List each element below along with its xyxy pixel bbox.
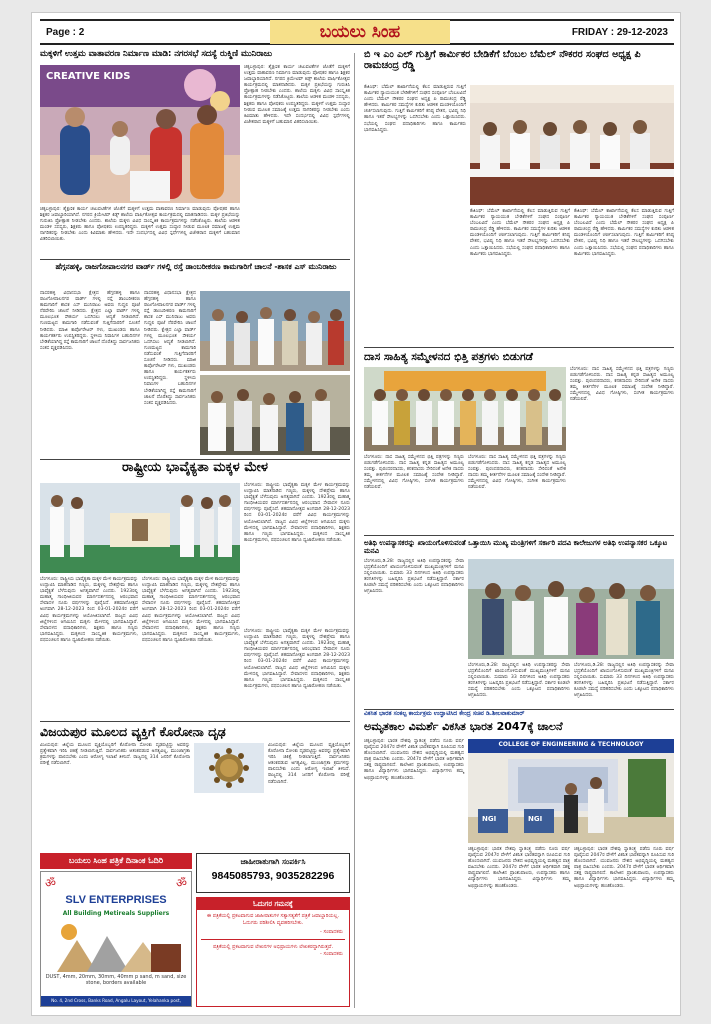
slv-name: SLV ENTERPRISES	[65, 894, 167, 906]
story8-kicker: ವಿಕಸಿತ ಭಾರತ ಸಂಕಲ್ಪ ಕಾರ್ಯಕ್ರಮ ಉದ್ಘಾಟಿಸಿದ ಕೇಂದ್ರ ಸಚಿವ ಡಿ.ಶೀಲವಾಕುಮಾರ್	[364, 710, 525, 717]
notice-signature-2: - ಸಂಪಾದಕರು	[320, 950, 343, 957]
story2-body: ದಾಸರಹಳ್ಳಿ ವಿಧಾನಸಭಾ ಕ್ಷೇತ್ರದ ಹೆಗ್ಗನಹಳ್ಳಿ ಹಾಗೂ ರಾಜಗೋಪಾಲನಗರ ವಾರ್ಡ್ ಗಳಲ್ಲಿ ರಸ್ತೆ ಡಾಂಬರೀಕರಣ ಕಾಮಗಾರಿಗೆ ಶಾಸಕ ಎಸ್ ಮುನಿರಾಜು ಅವರು ಗುದ್ದಲಿ ಪೂಜೆ ನೆರವೇರಿಸಿ ಚಾಲನೆ ನೀಡಿದರು. ಕ್ಷೇತ್ರದ ಎಲ್ಲಾ ವಾರ್ಡ್ ಗಳಲ್ಲಿ ಮೂಲಭೂತ ಸೌಕರ್ಯ ಒದಗಿಸಲು ಆದ್ಯತೆ ನೀಡಲಾಗಿದೆ. ಗುಣಮಟ್ಟದ ಕಾಮಗಾರಿ ನಡೆಸುವಂತೆ ಗುತ್ತಿಗೆದಾರರಿಗೆ ಸೂಚನೆ ನೀಡಿದರು. ಮಾಜಿ ಕಾರ್ಪೊರೇಟರ್ ಗಳು, ಮುಖಂಡರು ಹಾಗೂ ಕಾರ್ಯಕರ್ತರು ಉಪಸ್ಥಿತರಿದ್ದರು. ಸ್ಥಳೀಯ ನಿವಾಸಿಗಳ ಬಹುದಿನಗಳ ಬೇಡಿಕೆಯಾಗಿದ್ದ ರಸ್ತೆ ಕಾಮಗಾರಿಗೆ ಚಾಲನೆ ದೊರೆತಿದ್ದು ಸಾರ್ವಜನಿಕರು ಸಂತಸ ವ್ಯಕ್ತಪಡಿಸಿದರು.	[40, 291, 140, 351]
notice-body-2: ಪತ್ರಿಕೆಯಲ್ಲಿ ಪ್ರಕಟವಾಗುವ ಲೇಖನಗಳ ಅಭಿಪ್ರಾಯಗಳು ಲೇಖಕರದ್ದಾಗಿರುತ್ತವೆ.	[201, 939, 345, 951]
divider	[40, 259, 350, 260]
om-icon: ॐ	[176, 876, 187, 890]
building-materials-image	[47, 920, 185, 972]
story4-body-right: ವಿಜಯಪುರ: ಜಿಲ್ಲೆಯ ಮೂಲದ ವ್ಯಕ್ತಿಯೊಬ್ಬರಿಗೆ ಕೊರೋನಾ ಸೋಂಕು ದೃಢಪಟ್ಟಿದ್ದು ಅವರನ್ನು ಪ್ರತ್ಯೇಕವಾಗಿ ಇರಿಸಿ ಚಿಕಿತ್ಸೆ ನೀಡಲಾಗುತ್ತಿದೆ. ಸಾರ್ವಜನಿಕರು ಆತಂಕಪಡುವ ಅಗತ್ಯವಿಲ್ಲ, ಮುಂಜಾಗ್ರತಾ ಕ್ರಮಗಳನ್ನು ಪಾಲಿಸಬೇಕು ಎಂದು ಆರೋಗ್ಯ ಇಲಾಖೆ ತಿಳಿಸಿದೆ. ರಾಜ್ಯದಲ್ಲಿ 314 ಜನರಿಗೆ ಕೊರೋನಾ ಪರೀಕ್ಷೆ ನಡೆಸಲಾಗಿದೆ.	[268, 743, 350, 785]
divider	[40, 721, 350, 722]
story2-photo-bottom	[200, 375, 350, 455]
story3-body-col3: ಬೆಂಗಳೂರು: ರಾಷ್ಟ್ರೀಯ ಭಾವೈಕ್ಯತಾ ಮಕ್ಕಳ ಮೇಳ ಕಾರ್ಯಕ್ರಮವನ್ನು ಉದ್ಘಾಟಿಸಿ ಮಾತನಾಡಿದ ಗಣ್ಯರು, ಮಕ್ಕಳಲ್ಲಿ ದೇಶಪ್ರೇಮ ಹಾಗೂ ಭಾವೈಕ್ಯತೆ ಬೆಳೆಸುವುದು ಅಗತ್ಯವಾಗಿದೆ ಎಂದರು. 1923ರಲ್ಲಿ ಮಹಾತ್ಮ ಗಾಂಧೀಜಿಯವರ ಮಾರ್ಗದರ್ಶನದಲ್ಲಿ ಆರಂಭವಾದ ಸೇವಾದಳ ನೂರು ವರ್ಷಗಳನ್ನು ಪೂರೈಸಿದೆ. ಶತಮಾನೋತ್ಸವ ಅಂಗವಾಗಿ 28-12-2023 ರಿಂದ 03-01-2024ರ ವರೆಗೆ ವಿವಿಧ ಕಾರ್ಯಕ್ರಮಗಳನ್ನು ಆಯೋಜಿಸಲಾಗಿದೆ. ರಾಜ್ಯದ ವಿವಿಧ ಜಿಲ್ಲೆಗಳಿಂದ ಆಗಮಿಸಿದ ಮಕ್ಕಳು ಮೇಳದಲ್ಲಿ ಭಾಗವಹಿಸಿದ್ದಾರೆ. ಸೇವಾದಳದ ಪದಾಧಿಕಾರಿಗಳು, ಶಿಕ್ಷಕರು ಹಾಗೂ ಗಣ್ಯರು ಭಾಗವಹಿಸಿದ್ದರು. ಮಕ್ಕಳಿಂದ ಸಾಂಸ್ಕೃತಿಕ ಕಾರ್ಯಕ್ರಮಗಳು, ಪಥಸಂಚಲನ ಹಾಗೂ ಧ್ವಜಾರೋಹಣ ನಡೆಯಿತು.	[244, 629, 350, 689]
newspaper-page	[31, 12, 681, 1016]
ngi-logo-2: NGI	[528, 815, 543, 823]
contact-phone: 9845085793, 9035282296	[211, 870, 335, 882]
story7-body-col2: ಬೆಂಗಳೂರು,ಡಿ.28: ರಾಜ್ಯದಲ್ಲಿನ ಅತಿಥಿ ಉಪನ್ಯಾಸಕರನ್ನು ಸೇವಾ ಭದ್ರತೆಯೊಂದಿಗೆ ಖಾಯಂಗೊಳಿಸುವಂತೆ ಮುಖ್ಯಮಂತ್ರಿಗಳಿಗೆ ಮನವಿ ಸಲ್ಲಿಸಲಾಯಿತು. ಸುಮಾರು 33 ದಿನಗಳಿಂದ ಅತಿಥಿ ಉಪನ್ಯಾಸಕರು ತರಗತಿಗಳನ್ನು ಬಹಿಷ್ಕರಿಸಿ ಪ್ರತಿಭಟನೆ ನಡೆಸುತ್ತಿದ್ದಾರೆ. ಸರ್ಕಾರ ಕೂಡಲೇ ಸಮಸ್ಯೆ ಪರಿಹರಿಸಬೇಕು ಎಂದು ಒಕ್ಕೂಟದ ಪದಾಧಿಕಾರಿಗಳು ಆಗ್ರಹಿಸಿದರು.	[468, 663, 570, 699]
story3-body-right: ಬೆಂಗಳೂರು: ರಾಷ್ಟ್ರೀಯ ಭಾವೈಕ್ಯತಾ ಮಕ್ಕಳ ಮೇಳ ಕಾರ್ಯಕ್ರಮವನ್ನು ಉದ್ಘಾಟಿಸಿ ಮಾತನಾಡಿದ ಗಣ್ಯರು, ಮಕ್ಕಳಲ್ಲಿ ದೇಶಪ್ರೇಮ ಹಾಗೂ ಭಾವೈಕ್ಯತೆ ಬೆಳೆಸುವುದು ಅಗತ್ಯವಾಗಿದೆ ಎಂದರು. 1923ರಲ್ಲಿ ಮಹಾತ್ಮ ಗಾಂಧೀಜಿಯವರ ಮಾರ್ಗದರ್ಶನದಲ್ಲಿ ಆರಂಭವಾದ ಸೇವಾದಳ ನೂರು ವರ್ಷಗಳನ್ನು ಪೂರೈಸಿದೆ. ಶತಮಾನೋತ್ಸವ ಅಂಗವಾಗಿ 28-12-2023 ರಿಂದ 03-01-2024ರ ವರೆಗೆ ವಿವಿಧ ಕಾರ್ಯಕ್ರಮಗಳನ್ನು ಆಯೋಜಿಸಲಾಗಿದೆ. ರಾಜ್ಯದ ವಿವಿಧ ಜಿಲ್ಲೆಗಳಿಂದ ಆಗಮಿಸಿದ ಮಕ್ಕಳು ಮೇಳದಲ್ಲಿ ಭಾಗವಹಿಸಿದ್ದಾರೆ. ಸೇವಾದಳದ ಪದಾಧಿಕಾರಿಗಳು, ಶಿಕ್ಷಕರು ಹಾಗೂ ಗಣ್ಯರು ಭಾಗವಹಿಸಿದ್ದರು. ಮಕ್ಕಳಿಂದ ಸಾಂಸ್ಕೃತಿಕ ಕಾರ್ಯಕ್ರಮಗಳು, ಪಥಸಂಚಲನ ಹಾಗೂ ಧ್ವಜಾರೋಹಣ ನಡೆಯಿತು.	[244, 483, 350, 543]
page-number: Page : 2	[46, 26, 85, 38]
slv-items: DUST, 4mm, 20mm, 30mm, 40mm p sand, m sand, size stone, borders available	[45, 974, 187, 986]
story6-body-col2: ಬೆಂಗಳೂರು: ದಾಸ ಸಾಹಿತ್ಯ ಸಮ್ಮೇಳನದ ಭಿತ್ತಿ ಪತ್ರಗಳನ್ನು ಗಣ್ಯರು ಬಿಡುಗಡೆಗೊಳಿಸಿದರು. ದಾಸ ಸಾಹಿತ್ಯ ಕನ್ನಡ ಸಾಹಿತ್ಯದ ಅಮೂಲ್ಯ ಸಂಪತ್ತು. ಪುರಂದರದಾಸರು, ಕನಕದಾಸರು ಸೇರಿದಂತೆ ಅನೇಕ ದಾಸರು ತಮ್ಮ ಕೀರ್ತನೆಗಳ ಮೂಲಕ ಸಮಾಜಕ್ಕೆ ಸಂದೇಶ ನೀಡಿದ್ದಾರೆ. ಸಮ್ಮೇಳನದಲ್ಲಿ ವಿವಿಧ ಗೋಷ್ಠಿಗಳು, ಸಂಗೀತ ಕಾರ್ಯಕ್ರಮಗಳು ನಡೆಯಲಿವೆ.	[468, 455, 566, 491]
ngi-logo: NGI	[482, 815, 497, 823]
advertising-contact-box	[196, 853, 350, 893]
masthead	[40, 19, 674, 45]
story4-photo	[194, 743, 264, 793]
column-divider	[354, 53, 355, 1008]
story3-headline: ರಾಷ್ಟ್ರೀಯ ಭಾವೈಕ್ಯತಾ ಮಕ್ಕಳ ಮೇಳ	[122, 460, 268, 475]
story8-body-col3: ಚಿಕ್ಕಬಳ್ಳಾಪುರ: ಭಾರತ ದೇಶವು ಸ್ವಾತಂತ್ರ್ಯ ಪಡೆದು ನೂರು ವರ್ಷ ಪೂರೈಸುವ 2047ರ ವೇಳೆಗೆ ವಿಕಸಿತ ಭಾರತವನ್ನಾಗಿ ರೂಪಿಸುವ ಗುರಿ ಹೊಂದಲಾಗಿದೆ. ಯುವಜನರು ದೇಶದ ಅಭಿವೃದ್ಧಿಯಲ್ಲಿ ಮಹತ್ವದ ಪಾತ್ರ ವಹಿಸಬೇಕು ಎಂದರು. 2047ರ ವೇಳೆಗೆ ಭಾರತ ಆರ್ಥಿಕವಾಗಿ ಸಶಕ್ತ ರಾಷ್ಟ್ರವಾಗಲಿದೆ. ಕಾಲೇಜಿನ ಪ್ರಾಂಶುಪಾಲರು, ಉಪನ್ಯಾಸಕರು ಹಾಗೂ ವಿದ್ಯಾರ್ಥಿಗಳು ಭಾಗವಹಿಸಿದ್ದರು. ವಿದ್ಯಾರ್ಥಿಗಳು ತಮ್ಮ ಅಭಿಪ್ರಾಯಗಳನ್ನು ಹಂಚಿಕೊಂಡರು.	[574, 847, 674, 889]
story5-body-col2: ಕೆಜಿಎಫ್: ಬೆಮೆಲ್ ಕಾರ್ಖಾನೆಯಲ್ಲಿ ಕೆಲಸ ಮಾಡುತ್ತಿರುವ ಗುತ್ತಿಗೆ ಕಾರ್ಮಿಕರ ನ್ಯಾಯಯುತ ಬೇಡಿಕೆಗಳಿಗೆ ಸಂಘದ ಸಂಪೂರ್ಣ ಬೆಂಬಲವಿದೆ ಎಂದು ಬೆಮೆಲ್ ನೌಕರರ ಸಂಘದ ಅಧ್ಯಕ್ಷ ಪಿ ರಾಮಚಂದ್ರ ರೆಡ್ಡಿ ಹೇಳಿದರು. ಕಾರ್ಮಿಕರ ಸಮಸ್ಯೆಗಳ ಕುರಿತು ಆಡಳಿತ ಮಂಡಳಿಯೊಂದಿಗೆ ಚರ್ಚಿಸಲಾಗುವುದು. ಗುತ್ತಿಗೆ ಕಾರ್ಮಿಕರಿಗೆ ಕನಿಷ್ಠ ವೇತನ, ಭವಿಷ್ಯ ನಿಧಿ ಹಾಗೂ ಇತರೆ ಸೌಲಭ್ಯಗಳನ್ನು ಒದಗಿಸಬೇಕು ಎಂದು ಒತ್ತಾಯಿಸಿದರು. ಸಭೆಯಲ್ಲಿ ಸಂಘದ ಪದಾಧಿಕಾರಿಗಳು ಹಾಗೂ ಕಾರ್ಮಿಕರು ಭಾಗವಹಿಸಿದ್ದರು.	[470, 209, 570, 257]
subscription-banner: ಬಯಲು ಸಿಂಹ ಪತ್ರಿಕೆ ದಿನಾಂಕ ಓದಿರಿ	[40, 853, 192, 869]
story5-headline: ಬಿ ಇ ಎಂ ಎಲ್ ಗುತ್ತಿಗೆ ಕಾರ್ಮಿಕರ ಬೇಡಿಕೆಗೆ ಬೆಂಬಲ ಬೆಮೆಲ್ ನೌಕರರ ಸಂಘದ ಅಧ್ಯಕ್ಷ ಪಿ ರಾಮಚಂದ್ರ ರೆಡ್ಡಿ	[364, 49, 641, 72]
ad-header-row	[41, 872, 191, 890]
slv-tagline: All Building Metireals Suppliers	[62, 910, 170, 917]
contact-title: ಜಾಹೀರಾತುಗಾಗಿ ಸಂಪರ್ಕಿಸಿ	[240, 857, 306, 866]
story2-body-col2: ದಾಸರಹಳ್ಳಿ ವಿಧಾನಸಭಾ ಕ್ಷೇತ್ರದ ಹೆಗ್ಗನಹಳ್ಳಿ ಹಾಗೂ ರಾಜಗೋಪಾಲನಗರ ವಾರ್ಡ್ ಗಳಲ್ಲಿ ರಸ್ತೆ ಡಾಂಬರೀಕರಣ ಕಾಮಗಾರಿಗೆ ಶಾಸಕ ಎಸ್ ಮುನಿರಾಜು ಅವರು ಗುದ್ದಲಿ ಪೂಜೆ ನೆರವೇರಿಸಿ ಚಾಲನೆ ನೀಡಿದರು. ಕ್ಷೇತ್ರದ ಎಲ್ಲಾ ವಾರ್ಡ್ ಗಳಲ್ಲಿ ಮೂಲಭೂತ ಸೌಕರ್ಯ ಒದಗಿಸಲು ಆದ್ಯತೆ ನೀಡಲಾಗಿದೆ. ಗುಣಮಟ್ಟದ ಕಾಮಗಾರಿ ನಡೆಸುವಂತೆ ಗುತ್ತಿಗೆದಾರರಿಗೆ ಸೂಚನೆ ನೀಡಿದರು. ಮಾಜಿ ಕಾರ್ಪೊರೇಟರ್ ಗಳು, ಮುಖಂಡರು ಹಾಗೂ ಕಾರ್ಯಕರ್ತರು ಉಪಸ್ಥಿತರಿದ್ದರು. ಸ್ಥಳೀಯ ನಿವಾಸಿಗಳ ಬಹುದಿನಗಳ ಬೇಡಿಕೆಯಾಗಿದ್ದ ರಸ್ತೆ ಕಾಮಗಾರಿಗೆ ಚಾಲನೆ ದೊರೆತಿದ್ದು ಸಾರ್ವಜನಿಕರು ಸಂತಸ ವ್ಯಕ್ತಪಡಿಸಿದರು.	[144, 291, 196, 406]
story1-photo-banner: CREATIVE KIDS	[46, 71, 131, 82]
story5-photo	[470, 85, 674, 205]
story2-photo-top	[200, 291, 350, 371]
story7-body-col3: ಬೆಂಗಳೂರು,ಡಿ.28: ರಾಜ್ಯದಲ್ಲಿನ ಅತಿಥಿ ಉಪನ್ಯಾಸಕರನ್ನು ಸೇವಾ ಭದ್ರತೆಯೊಂದಿಗೆ ಖಾಯಂಗೊಳಿಸುವಂತೆ ಮುಖ್ಯಮಂತ್ರಿಗಳಿಗೆ ಮನವಿ ಸಲ್ಲಿಸಲಾಯಿತು. ಸುಮಾರು 33 ದಿನಗಳಿಂದ ಅತಿಥಿ ಉಪನ್ಯಾಸಕರು ತರಗತಿಗಳನ್ನು ಬಹಿಷ್ಕರಿಸಿ ಪ್ರತಿಭಟನೆ ನಡೆಸುತ್ತಿದ್ದಾರೆ. ಸರ್ಕಾರ ಕೂಡಲೇ ಸಮಸ್ಯೆ ಪರಿಹರಿಸಬೇಕು ಎಂದು ಒಕ್ಕೂಟದ ಪದಾಧಿಕಾರಿಗಳು ಆಗ್ರಹಿಸಿದರು.	[574, 663, 674, 699]
story6-headline: ದಾಸ ಸಾಹಿತ್ಯ ಸಮ್ಮೇಳನದ ಭಿತ್ತಿ ಪತ್ರಗಳು ಬಿಡುಗಡೆ	[364, 351, 533, 363]
story1-headline: ಮಕ್ಕಳಿಗೆ ಉತ್ತಮ ವಾತಾವರಣ ನಿರ್ಮಾಣ ಮಾಡಿ: ನಗರಸಭೆ ಸದಸ್ಯೆ ರುಕ್ಮಿಣಿ ಮುನಿರಾಜು	[40, 48, 272, 58]
notice-signature: - ಸಂಪಾದಕರು	[320, 929, 343, 935]
story1-body-right: ಚಿಕ್ಕಬಳ್ಳಾಪುರ: ಶೈಕ್ಷಣಿಕ ಕಾರ್ಯ ಚಟುವಟಿಕೆಗಳ ಜೊತೆಗೆ ಮಕ್ಕಳಿಗೆ ಉತ್ತಮ ವಾತಾವರಣ ನಿರ್ಮಾಣ ಮಾಡುವುದು ಪೋಷಕರ ಹಾಗೂ ಶಿಕ್ಷಕರ ಜವಾಬ್ದಾರಿಯಾಗಿದೆ. ನಗರದ ಕ್ರಿಯೇಟಿವ್ ಕಿಡ್ಸ್ ಶಾಲೆಯ ವಾರ್ಷಿಕೋತ್ಸವ ಕಾರ್ಯಕ್ರಮದಲ್ಲಿ ಮಾತನಾಡಿದರು. ಮಕ್ಕಳ ಪ್ರತಿಭೆಯನ್ನು ಗುರುತಿಸಿ ಪ್ರೋತ್ಸಾಹ ನೀಡಬೇಕು ಎಂದರು. ಶಾಲೆಯ ಮಕ್ಕಳು ವಿವಿಧ ಸಾಂಸ್ಕೃತಿಕ ಕಾರ್ಯಕ್ರಮಗಳನ್ನು ನಡೆಸಿಕೊಟ್ಟರು. ಶಾಲೆಯ ಆಡಳಿತ ಮಂಡಳಿ ಸದಸ್ಯರು, ಶಿಕ್ಷಕರು ಹಾಗೂ ಪೋಷಕರು ಉಪಸ್ಥಿತರಿದ್ದರು. ಮಕ್ಕಳಿಗೆ ಉತ್ತಮ ಸಂಸ್ಕಾರ ನೀಡುವ ಮೂಲಕ ಸಮಾಜಕ್ಕೆ ಉತ್ತಮ ನಾಗರಿಕರನ್ನು ನೀಡಬೇಕು ಎಂದು ಕಿವಿಮಾತು ಹೇಳಿದರು. ಇದೇ ಸಂದರ್ಭದಲ್ಲಿ ವಿವಿಧ ಸ್ಪರ್ಧೆಗಳಲ್ಲಿ ವಿಜೇತರಾದ ಮಕ್ಕಳಿಗೆ ಬಹುಮಾನ ವಿತರಿಸಲಾಯಿತು.	[244, 65, 350, 125]
story3-body-col2: ಬೆಂಗಳೂರು: ರಾಷ್ಟ್ರೀಯ ಭಾವೈಕ್ಯತಾ ಮಕ್ಕಳ ಮೇಳ ಕಾರ್ಯಕ್ರಮವನ್ನು ಉದ್ಘಾಟಿಸಿ ಮಾತನಾಡಿದ ಗಣ್ಯರು, ಮಕ್ಕಳಲ್ಲಿ ದೇಶಪ್ರೇಮ ಹಾಗೂ ಭಾವೈಕ್ಯತೆ ಬೆಳೆಸುವುದು ಅಗತ್ಯವಾಗಿದೆ ಎಂದರು. 1923ರಲ್ಲಿ ಮಹಾತ್ಮ ಗಾಂಧೀಜಿಯವರ ಮಾರ್ಗದರ್ಶನದಲ್ಲಿ ಆರಂಭವಾದ ಸೇವಾದಳ ನೂರು ವರ್ಷಗಳನ್ನು ಪೂರೈಸಿದೆ. ಶತಮಾನೋತ್ಸವ ಅಂಗವಾಗಿ 28-12-2023 ರಿಂದ 03-01-2024ರ ವರೆಗೆ ವಿವಿಧ ಕಾರ್ಯಕ್ರಮಗಳನ್ನು ಆಯೋಜಿಸಲಾಗಿದೆ. ರಾಜ್ಯದ ವಿವಿಧ ಜಿಲ್ಲೆಗಳಿಂದ ಆಗಮಿಸಿದ ಮಕ್ಕಳು ಮೇಳದಲ್ಲಿ ಭಾಗವಹಿಸಿದ್ದಾರೆ. ಸೇವಾದಳದ ಪದಾಧಿಕಾರಿಗಳು, ಶಿಕ್ಷಕರು ಹಾಗೂ ಗಣ್ಯರು ಭಾಗವಹಿಸಿದ್ದರು. ಮಕ್ಕಳಿಂದ ಸಾಂಸ್ಕೃತಿಕ ಕಾರ್ಯಕ್ರಮಗಳು, ಪಥಸಂಚಲನ ಹಾಗೂ ಧ್ವಜಾರೋಹಣ ನಡೆಯಿತು.	[142, 577, 240, 643]
om-icon: ॐ	[45, 876, 56, 890]
notice-body: ಈ ಪತ್ರಿಕೆಯಲ್ಲಿ ಪ್ರಕಟವಾಗುವ ಜಾಹೀರಾತುಗಳ ಸತ್ಯಾಸತ್ಯತೆಗೆ ಪತ್ರಿಕೆ ಜವಾಬ್ದಾರಿಯಲ್ಲ. ಓದುಗರು ಪರಿಶೀಲಿಸಿ ವ್ಯವಹರಿಸಬೇಕು.	[206, 913, 340, 926]
story1-body: ಚಿಕ್ಕಬಳ್ಳಾಪುರ: ಶೈಕ್ಷಣಿಕ ಕಾರ್ಯ ಚಟುವಟಿಕೆಗಳ ಜೊತೆಗೆ ಮಕ್ಕಳಿಗೆ ಉತ್ತಮ ವಾತಾವರಣ ನಿರ್ಮಾಣ ಮಾಡುವುದು ಪೋಷಕರ ಹಾಗೂ ಶಿಕ್ಷಕರ ಜವಾಬ್ದಾರಿಯಾಗಿದೆ. ನಗರದ ಕ್ರಿಯೇಟಿವ್ ಕಿಡ್ಸ್ ಶಾಲೆಯ ವಾರ್ಷಿಕೋತ್ಸವ ಕಾರ್ಯಕ್ರಮದಲ್ಲಿ ಮಾತನಾಡಿದರು. ಮಕ್ಕಳ ಪ್ರತಿಭೆಯನ್ನು ಗುರುತಿಸಿ ಪ್ರೋತ್ಸಾಹ ನೀಡಬೇಕು ಎಂದರು. ಶಾಲೆಯ ಮಕ್ಕಳು ವಿವಿಧ ಸಾಂಸ್ಕೃತಿಕ ಕಾರ್ಯಕ್ರಮಗಳನ್ನು ನಡೆಸಿಕೊಟ್ಟರು. ಶಾಲೆಯ ಆಡಳಿತ ಮಂಡಳಿ ಸದಸ್ಯರು, ಶಿಕ್ಷಕರು ಹಾಗೂ ಪೋಷಕರು ಉಪಸ್ಥಿತರಿದ್ದರು. ಮಕ್ಕಳಿಗೆ ಉತ್ತಮ ಸಂಸ್ಕಾರ ನೀಡುವ ಮೂಲಕ ಸಮಾಜಕ್ಕೆ ಉತ್ತಮ ನಾಗರಿಕರನ್ನು ನೀಡಬೇಕು ಎಂದು ಕಿವಿಮಾತು ಹೇಳಿದರು. ಇದೇ ಸಂದರ್ಭದಲ್ಲಿ ವಿವಿಧ ಸ್ಪರ್ಧೆಗಳಲ್ಲಿ ವಿಜೇತರಾದ ಮಕ್ಕಳಿಗೆ ಬಹುಮಾನ ವಿತರಿಸಲಾಯಿತು.	[40, 207, 240, 243]
story2-headline: ಹೆಗ್ಗನಹಳ್ಳಿ, ರಾಜಗೋಪಾಲನಗರ ವಾರ್ಡ್ ಗಳಲ್ಲಿ ರಸ್ತೆ ಡಾಂಬರೀಕರಣ ಕಾಮಗಾರಿಗೆ ಚಾಲನೆ -ಶಾಸಕ ಎಸ್ ಮುನಿರಾಜು	[55, 262, 337, 271]
story3-body: ಬೆಂಗಳೂರು: ರಾಷ್ಟ್ರೀಯ ಭಾವೈಕ್ಯತಾ ಮಕ್ಕಳ ಮೇಳ ಕಾರ್ಯಕ್ರಮವನ್ನು ಉದ್ಘಾಟಿಸಿ ಮಾತನಾಡಿದ ಗಣ್ಯರು, ಮಕ್ಕಳಲ್ಲಿ ದೇಶಪ್ರೇಮ ಹಾಗೂ ಭಾವೈಕ್ಯತೆ ಬೆಳೆಸುವುದು ಅಗತ್ಯವಾಗಿದೆ ಎಂದರು. 1923ರಲ್ಲಿ ಮಹಾತ್ಮ ಗಾಂಧೀಜಿಯವರ ಮಾರ್ಗದರ್ಶನದಲ್ಲಿ ಆರಂಭವಾದ ಸೇವಾದಳ ನೂರು ವರ್ಷಗಳನ್ನು ಪೂರೈಸಿದೆ. ಶತಮಾನೋತ್ಸವ ಅಂಗವಾಗಿ 28-12-2023 ರಿಂದ 03-01-2024ರ ವರೆಗೆ ವಿವಿಧ ಕಾರ್ಯಕ್ರಮಗಳನ್ನು ಆಯೋಜಿಸಲಾಗಿದೆ. ರಾಜ್ಯದ ವಿವಿಧ ಜಿಲ್ಲೆಗಳಿಂದ ಆಗಮಿಸಿದ ಮಕ್ಕಳು ಮೇಳದಲ್ಲಿ ಭಾಗವಹಿಸಿದ್ದಾರೆ. ಸೇವಾದಳದ ಪದಾಧಿಕಾರಿಗಳು, ಶಿಕ್ಷಕರು ಹಾಗೂ ಗಣ್ಯರು ಭಾಗವಹಿಸಿದ್ದರು. ಮಕ್ಕಳಿಂದ ಸಾಂಸ್ಕೃತಿಕ ಕಾರ್ಯಕ್ರಮಗಳು, ಪಥಸಂಚಲನ ಹಾಗೂ ಧ್ವಜಾರೋಹಣ ನಡೆಯಿತು.	[40, 577, 138, 643]
story5-body: ಕೆಜಿಎಫ್: ಬೆಮೆಲ್ ಕಾರ್ಖಾನೆಯಲ್ಲಿ ಕೆಲಸ ಮಾಡುತ್ತಿರುವ ಗುತ್ತಿಗೆ ಕಾರ್ಮಿಕರ ನ್ಯಾಯಯುತ ಬೇಡಿಕೆಗಳಿಗೆ ಸಂಘದ ಸಂಪೂರ್ಣ ಬೆಂಬಲವಿದೆ ಎಂದು ಬೆಮೆಲ್ ನೌಕರರ ಸಂಘದ ಅಧ್ಯಕ್ಷ ಪಿ ರಾಮಚಂದ್ರ ರೆಡ್ಡಿ ಹೇಳಿದರು. ಕಾರ್ಮಿಕರ ಸಮಸ್ಯೆಗಳ ಕುರಿತು ಆಡಳಿತ ಮಂಡಳಿಯೊಂದಿಗೆ ಚರ್ಚಿಸಲಾಗುವುದು. ಗುತ್ತಿಗೆ ಕಾರ್ಮಿಕರಿಗೆ ಕನಿಷ್ಠ ವೇತನ, ಭವಿಷ್ಯ ನಿಧಿ ಹಾಗೂ ಇತರೆ ಸೌಲಭ್ಯಗಳನ್ನು ಒದಗಿಸಬೇಕು ಎಂದು ಒತ್ತಾಯಿಸಿದರು. ಸಭೆಯಲ್ಲಿ ಸಂಘದ ಪದಾಧಿಕಾರಿಗಳು ಹಾಗೂ ಕಾರ್ಮಿಕರು ಭಾಗವಹಿಸಿದ್ದರು.	[364, 85, 466, 133]
divider	[364, 535, 674, 536]
divider	[364, 347, 674, 348]
story8-photo-banner: COLLEGE OF ENGINEERING & TECHNOLOGY	[498, 741, 644, 748]
slv-enterprises-ad	[40, 871, 192, 1013]
story1-photo	[40, 65, 240, 203]
story8-headline: ಅಮೃತಕಾಲ ವಿಮರ್ಶೆ ವಿಕಸಿತ ಭಾರತ 2047ಕ್ಕೆ ಚಾಲನೆ	[364, 720, 563, 733]
story8-body: ಚಿಕ್ಕಬಳ್ಳಾಪುರ: ಭಾರತ ದೇಶವು ಸ್ವಾತಂತ್ರ್ಯ ಪಡೆದು ನೂರು ವರ್ಷ ಪೂರೈಸುವ 2047ರ ವೇಳೆಗೆ ವಿಕಸಿತ ಭಾರತವನ್ನಾಗಿ ರೂಪಿಸುವ ಗುರಿ ಹೊಂದಲಾಗಿದೆ. ಯುವಜನರು ದೇಶದ ಅಭಿವೃದ್ಧಿಯಲ್ಲಿ ಮಹತ್ವದ ಪಾತ್ರ ವಹಿಸಬೇಕು ಎಂದರು. 2047ರ ವೇಳೆಗೆ ಭಾರತ ಆರ್ಥಿಕವಾಗಿ ಸಶಕ್ತ ರಾಷ್ಟ್ರವಾಗಲಿದೆ. ಕಾಲೇಜಿನ ಪ್ರಾಂಶುಪಾಲರು, ಉಪನ್ಯಾಸಕರು ಹಾಗೂ ವಿದ್ಯಾರ್ಥಿಗಳು ಭಾಗವಹಿಸಿದ್ದರು. ವಿದ್ಯಾರ್ಥಿಗಳು ತಮ್ಮ ಅಭಿಪ್ರಾಯಗಳನ್ನು ಹಂಚಿಕೊಂಡರು.	[364, 739, 464, 781]
story7-photo	[468, 559, 674, 659]
story6-photo	[364, 367, 566, 451]
story7-headline: ಅತಿಥಿ ಉಪನ್ಯಾಸಕರನ್ನು ಖಾಯಂಗೊಳಿಸುವಂತೆ ಒತ್ತಾಯಿಸಿ ಮುಖ್ಯ ಮಂತ್ರಿಗಳಿಗೆ ಸರ್ಕಾರಿ ಪದವಿ ಕಾಲೇಜುಗಳ ಅತಿಥಿ ಉಪನ್ಯಾಸಕರ ಒಕ್ಕೂಟ ಮನವಿ	[364, 539, 668, 556]
readers-notice-box	[196, 897, 350, 1007]
story4-body: ವಿಜಯಪುರ: ಜಿಲ್ಲೆಯ ಮೂಲದ ವ್ಯಕ್ತಿಯೊಬ್ಬರಿಗೆ ಕೊರೋನಾ ಸೋಂಕು ದೃಢಪಟ್ಟಿದ್ದು ಅವರನ್ನು ಪ್ರತ್ಯೇಕವಾಗಿ ಇರಿಸಿ ಚಿಕಿತ್ಸೆ ನೀಡಲಾಗುತ್ತಿದೆ. ಸಾರ್ವಜನಿಕರು ಆತಂಕಪಡುವ ಅಗತ್ಯವಿಲ್ಲ, ಮುಂಜಾಗ್ರತಾ ಕ್ರಮಗಳನ್ನು ಪಾಲಿಸಬೇಕು ಎಂದು ಆರೋಗ್ಯ ಇಲಾಖೆ ತಿಳಿಸಿದೆ. ರಾಜ್ಯದಲ್ಲಿ 314 ಜನರಿಗೆ ಕೊರೋನಾ ಪರೀಕ್ಷೆ ನಡೆಸಲಾಗಿದೆ.	[40, 743, 190, 767]
story8-body-col2: ಚಿಕ್ಕಬಳ್ಳಾಪುರ: ಭಾರತ ದೇಶವು ಸ್ವಾತಂತ್ರ್ಯ ಪಡೆದು ನೂರು ವರ್ಷ ಪೂರೈಸುವ 2047ರ ವೇಳೆಗೆ ವಿಕಸಿತ ಭಾರತವನ್ನಾಗಿ ರೂಪಿಸುವ ಗುರಿ ಹೊಂದಲಾಗಿದೆ. ಯುವಜನರು ದೇಶದ ಅಭಿವೃದ್ಧಿಯಲ್ಲಿ ಮಹತ್ವದ ಪಾತ್ರ ವಹಿಸಬೇಕು ಎಂದರು. 2047ರ ವೇಳೆಗೆ ಭಾರತ ಆರ್ಥಿಕವಾಗಿ ಸಶಕ್ತ ರಾಷ್ಟ್ರವಾಗಲಿದೆ. ಕಾಲೇಜಿನ ಪ್ರಾಂಶುಪಾಲರು, ಉಪನ್ಯಾಸಕರು ಹಾಗೂ ವಿದ್ಯಾರ್ಥಿಗಳು ಭಾಗವಹಿಸಿದ್ದರು. ವಿದ್ಯಾರ್ಥಿಗಳು ತಮ್ಮ ಅಭಿಪ್ರಾಯಗಳನ್ನು ಹಂಚಿಕೊಂಡರು.	[468, 847, 570, 889]
story8-photo	[468, 739, 674, 843]
story4-headline: ವಿಜಯಪುರ ಮೂಲದ ವ್ಯಕ್ತಿಗೆ ಕೊರೋನಾ ದೃಢ	[40, 724, 226, 739]
notice-title: ಓದುಗರ ಗಮನಕ್ಕೆ	[197, 898, 349, 910]
story6-body: ಬೆಂಗಳೂರು: ದಾಸ ಸಾಹಿತ್ಯ ಸಮ್ಮೇಳನದ ಭಿತ್ತಿ ಪತ್ರಗಳನ್ನು ಗಣ್ಯರು ಬಿಡುಗಡೆಗೊಳಿಸಿದರು. ದಾಸ ಸಾಹಿತ್ಯ ಕನ್ನಡ ಸಾಹಿತ್ಯದ ಅಮೂಲ್ಯ ಸಂಪತ್ತು. ಪುರಂದರದಾಸರು, ಕನಕದಾಸರು ಸೇರಿದಂತೆ ಅನೇಕ ದಾಸರು ತಮ್ಮ ಕೀರ್ತನೆಗಳ ಮೂಲಕ ಸಮಾಜಕ್ಕೆ ಸಂದೇಶ ನೀಡಿದ್ದಾರೆ. ಸಮ್ಮೇಳನದಲ್ಲಿ ವಿವಿಧ ಗೋಷ್ಠಿಗಳು, ಸಂಗೀತ ಕಾರ್ಯಕ್ರಮಗಳು ನಡೆಯಲಿವೆ.	[364, 455, 464, 491]
slv-address: No. 4, 2nd Cross, Banks Road, Angalu Layout, Yelahanka post, Bangalore-64	[41, 996, 191, 1006]
story3-photo	[40, 483, 240, 573]
story6-body-right: ಬೆಂಗಳೂರು: ದಾಸ ಸಾಹಿತ್ಯ ಸಮ್ಮೇಳನದ ಭಿತ್ತಿ ಪತ್ರಗಳನ್ನು ಗಣ್ಯರು ಬಿಡುಗಡೆಗೊಳಿಸಿದರು. ದಾಸ ಸಾಹಿತ್ಯ ಕನ್ನಡ ಸಾಹಿತ್ಯದ ಅಮೂಲ್ಯ ಸಂಪತ್ತು. ಪುರಂದರದಾಸರು, ಕನಕದಾಸರು ಸೇರಿದಂತೆ ಅನೇಕ ದಾಸರು ತಮ್ಮ ಕೀರ್ತನೆಗಳ ಮೂಲಕ ಸಮಾಜಕ್ಕೆ ಸಂದೇಶ ನೀಡಿದ್ದಾರೆ. ಸಮ್ಮೇಳನದಲ್ಲಿ ವಿವಿಧ ಗೋಷ್ಠಿಗಳು, ಸಂಗೀತ ಕಾರ್ಯಕ್ರಮಗಳು ನಡೆಯಲಿವೆ.	[570, 367, 674, 403]
story5-body-col3: ಕೆಜಿಎಫ್: ಬೆಮೆಲ್ ಕಾರ್ಖಾನೆಯಲ್ಲಿ ಕೆಲಸ ಮಾಡುತ್ತಿರುವ ಗುತ್ತಿಗೆ ಕಾರ್ಮಿಕರ ನ್ಯಾಯಯುತ ಬೇಡಿಕೆಗಳಿಗೆ ಸಂಘದ ಸಂಪೂರ್ಣ ಬೆಂಬಲವಿದೆ ಎಂದು ಬೆಮೆಲ್ ನೌಕರರ ಸಂಘದ ಅಧ್ಯಕ್ಷ ಪಿ ರಾಮಚಂದ್ರ ರೆಡ್ಡಿ ಹೇಳಿದರು. ಕಾರ್ಮಿಕರ ಸಮಸ್ಯೆಗಳ ಕುರಿತು ಆಡಳಿತ ಮಂಡಳಿಯೊಂದಿಗೆ ಚರ್ಚಿಸಲಾಗುವುದು. ಗುತ್ತಿಗೆ ಕಾರ್ಮಿಕರಿಗೆ ಕನಿಷ್ಠ ವೇತನ, ಭವಿಷ್ಯ ನಿಧಿ ಹಾಗೂ ಇತರೆ ಸೌಲಭ್ಯಗಳನ್ನು ಒದಗಿಸಬೇಕು ಎಂದು ಒತ್ತಾಯಿಸಿದರು. ಸಭೆಯಲ್ಲಿ ಸಂಘದ ಪದಾಧಿಕಾರಿಗಳು ಹಾಗೂ ಕಾರ್ಮಿಕರು ಭಾಗವಹಿಸಿದ್ದರು.	[574, 209, 674, 257]
story7-body: ಬೆಂಗಳೂರು,ಡಿ.28: ರಾಜ್ಯದಲ್ಲಿನ ಅತಿಥಿ ಉಪನ್ಯಾಸಕರನ್ನು ಸೇವಾ ಭದ್ರತೆಯೊಂದಿಗೆ ಖಾಯಂಗೊಳಿಸುವಂತೆ ಮುಖ್ಯಮಂತ್ರಿಗಳಿಗೆ ಮನವಿ ಸಲ್ಲಿಸಲಾಯಿತು. ಸುಮಾರು 33 ದಿನಗಳಿಂದ ಅತಿಥಿ ಉಪನ್ಯಾಸಕರು ತರಗತಿಗಳನ್ನು ಬಹಿಷ್ಕರಿಸಿ ಪ್ರತಿಭಟನೆ ನಡೆಸುತ್ತಿದ್ದಾರೆ. ಸರ್ಕಾರ ಕೂಡಲೇ ಸಮಸ್ಯೆ ಪರಿಹರಿಸಬೇಕು ಎಂದು ಒಕ್ಕೂಟದ ಪದಾಧಿಕಾರಿಗಳು ಆಗ್ರಹಿಸಿದರು.	[364, 559, 464, 595]
paper-title: ಬಯಲು ಸಿಂಹ	[270, 20, 450, 44]
issue-date: FRIDAY : 29-12-2023	[571, 26, 668, 38]
